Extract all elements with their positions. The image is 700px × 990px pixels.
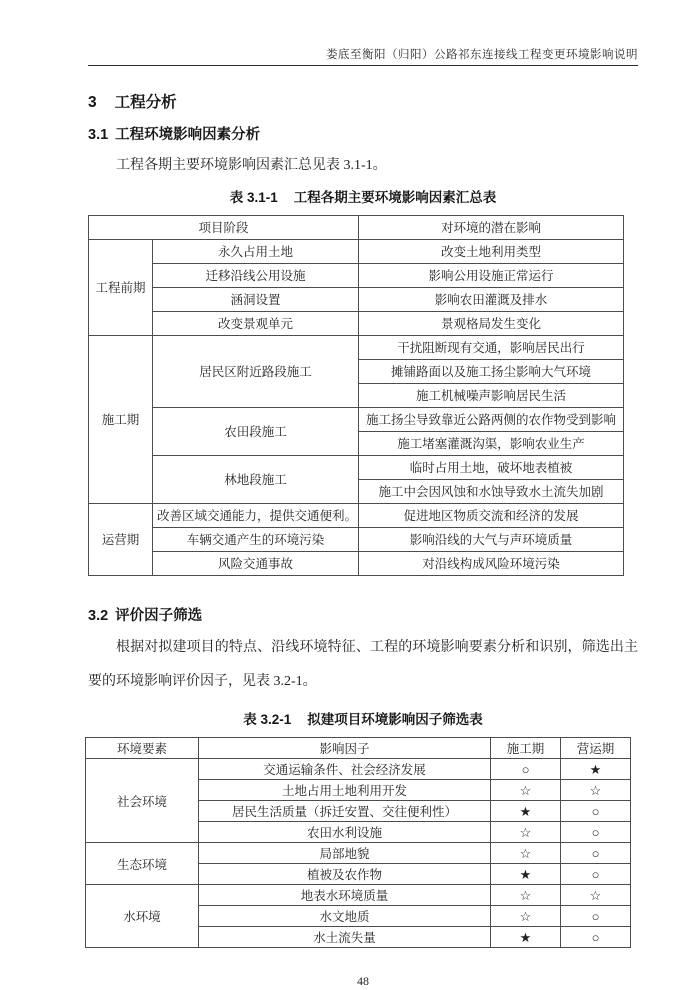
t2-element-cell: 水环境 — [86, 885, 199, 948]
t1-stage-cell: 工程前期 — [89, 239, 153, 335]
t2-col-factor: 影响因子 — [199, 738, 491, 759]
construction-level-symbol: ★ — [491, 864, 561, 885]
operation-level-symbol: ○ — [561, 927, 631, 948]
table-row — [89, 551, 624, 575]
t1-impact-cell: 景观格局发生变化 — [359, 311, 624, 335]
construction-level-symbol: ★ — [491, 801, 561, 822]
construction-level-symbol: ☆ — [491, 780, 561, 801]
t1-factor-cell: 改变景观单元 — [153, 311, 359, 335]
table-row — [89, 287, 624, 311]
table2-caption-title: 拟建项目环境影响因子筛选表 — [307, 712, 483, 728]
page-number: 48 — [357, 974, 369, 989]
operation-level-symbol: ☆ — [561, 780, 631, 801]
t2-col-element: 环境要素 — [86, 738, 199, 759]
t2-factor-cell: 地表水环境质量 — [199, 885, 491, 906]
table-header-row — [89, 215, 624, 239]
table-header-row — [86, 738, 631, 759]
t2-factor-cell: 农田水利设施 — [199, 822, 491, 843]
operation-level-symbol: ○ — [561, 864, 631, 885]
t1-impact-cell: 摊铺路面以及施工扬尘影响大气环境 — [359, 359, 624, 383]
t2-col-operation: 营运期 — [561, 738, 631, 759]
operation-level-symbol: ○ — [561, 822, 631, 843]
t2-factor-cell: 局部地貌 — [199, 843, 491, 864]
t1-impact-cell: 影响沿线的大气与声环境质量 — [359, 527, 624, 551]
t2-factor-cell: 土地占用土地利用开发 — [199, 780, 491, 801]
t1-impact-cell: 施工扬尘导致靠近公路两侧的农作物受到影响 — [359, 407, 624, 431]
table-row — [89, 455, 624, 479]
t1-impact-cell: 临时占用土地，破坏地表植被 — [359, 455, 624, 479]
document-page — [88, 0, 638, 989]
table2-caption — [88, 708, 638, 728]
table-impact-factors-summary — [88, 215, 624, 576]
t1-impact-cell: 改变土地利用类型 — [359, 239, 624, 263]
paragraph-3-2: 根据对拟建项目的特点、沿线环境特征、工程的环境影响要素分析和识别，筛选出主要的环境影响评价因子，见表 3.2-1。 — [88, 639, 638, 689]
table-row — [89, 407, 624, 431]
table-row — [86, 759, 631, 780]
construction-level-symbol: ☆ — [491, 843, 561, 864]
t2-element-cell: 生态环境 — [86, 843, 199, 885]
t1-impact-cell: 促进地区物质交流和经济的发展 — [359, 503, 624, 527]
t1-impact-cell: 干扰阻断现有交通，影响居民出行 — [359, 335, 624, 359]
section-number: 3 — [88, 94, 97, 111]
running-header — [88, 0, 638, 66]
operation-level-symbol: ○ — [561, 906, 631, 927]
t2-factor-cell: 植被及农作物 — [199, 864, 491, 885]
table-row — [89, 239, 624, 263]
section-number: 3.1 — [88, 127, 109, 143]
t1-impact-cell: 施工机械噪声影响居民生活 — [359, 383, 624, 407]
construction-level-symbol: ☆ — [491, 885, 561, 906]
section-heading-3-2 — [88, 604, 638, 625]
table-row — [89, 335, 624, 359]
table2-caption-number: 表 3.2-1 — [243, 712, 292, 728]
section-title: 工程分析 — [114, 94, 177, 111]
section-heading-3 — [88, 90, 638, 112]
operation-level-symbol: ○ — [561, 801, 631, 822]
t2-factor-cell: 交通运输条件、社会经济发展 — [199, 759, 491, 780]
t1-factor-cell: 风险交通事故 — [153, 551, 359, 575]
t1-factor-cell: 农田段施工 — [153, 407, 359, 455]
construction-level-symbol: ○ — [491, 759, 561, 780]
table-row — [89, 311, 624, 335]
t1-factor-cell: 永久占用土地 — [153, 239, 359, 263]
t1-factor-cell: 迁移沿线公用设施 — [153, 263, 359, 287]
t1-impact-cell: 施工中会因风蚀和水蚀导致水土流失加剧 — [359, 479, 624, 503]
section-heading-3-1 — [88, 123, 638, 144]
table-row — [89, 527, 624, 551]
t2-factor-cell: 居民生活质量（拆迁安置、交往便利性） — [199, 801, 491, 822]
t2-factor-cell: 水土流失量 — [199, 927, 491, 948]
t1-stage-cell: 施工期 — [89, 335, 153, 503]
t1-factor-cell: 涵洞设置 — [153, 287, 359, 311]
section-number: 3.2 — [88, 607, 109, 624]
table-row — [86, 885, 631, 906]
operation-level-symbol: ☆ — [561, 885, 631, 906]
t1-stage-cell: 运营期 — [89, 503, 153, 575]
operation-level-symbol: ○ — [561, 843, 631, 864]
paragraph-3-1: 工程各期主要环境影响因素汇总见表 3.1-1。 — [116, 158, 387, 173]
table1-caption-title: 工程各期主要环境影响因素汇总表 — [293, 189, 497, 205]
table-evaluation-factor-screening — [85, 737, 631, 948]
running-header-title: 娄底至衡阳（归阳）公路祁东连接线工程变更环境影响说明 — [326, 49, 638, 61]
t2-col-construction: 施工期 — [491, 738, 561, 759]
t1-impact-cell: 施工堵塞灌溉沟渠，影响农业生产 — [359, 431, 624, 455]
table-row — [89, 503, 624, 527]
t1-impact-cell: 影响公用设施正常运行 — [359, 263, 624, 287]
t1-impact-cell: 影响农田灌溉及排水 — [359, 287, 624, 311]
table1-caption — [88, 186, 638, 206]
construction-level-symbol: ☆ — [491, 822, 561, 843]
table1-caption-number: 表 3.1-1 — [229, 189, 278, 205]
table-row — [86, 843, 631, 864]
t2-element-cell: 社会环境 — [86, 759, 199, 843]
t1-factor-cell: 车辆交通产生的环境污染 — [153, 527, 359, 551]
section-title: 工程环境影响因素分析 — [115, 127, 261, 143]
t1-factor-cell: 林地段施工 — [153, 455, 359, 503]
t1-factor-cell: 改善区域交通能力，提供交通便利。 — [153, 503, 359, 527]
t2-factor-cell: 水文地质 — [199, 906, 491, 927]
operation-level-symbol: ★ — [561, 759, 631, 780]
t1-impact-cell: 对沿线构成风险环境污染 — [359, 551, 624, 575]
t1-col-stage: 项目阶段 — [89, 215, 359, 239]
t1-col-impact: 对环境的潜在影响 — [359, 215, 624, 239]
construction-level-symbol: ☆ — [491, 906, 561, 927]
t1-factor-cell: 居民区附近路段施工 — [153, 335, 359, 407]
section-title: 评价因子筛选 — [115, 607, 203, 624]
construction-level-symbol: ★ — [491, 927, 561, 948]
table-row — [89, 263, 624, 287]
